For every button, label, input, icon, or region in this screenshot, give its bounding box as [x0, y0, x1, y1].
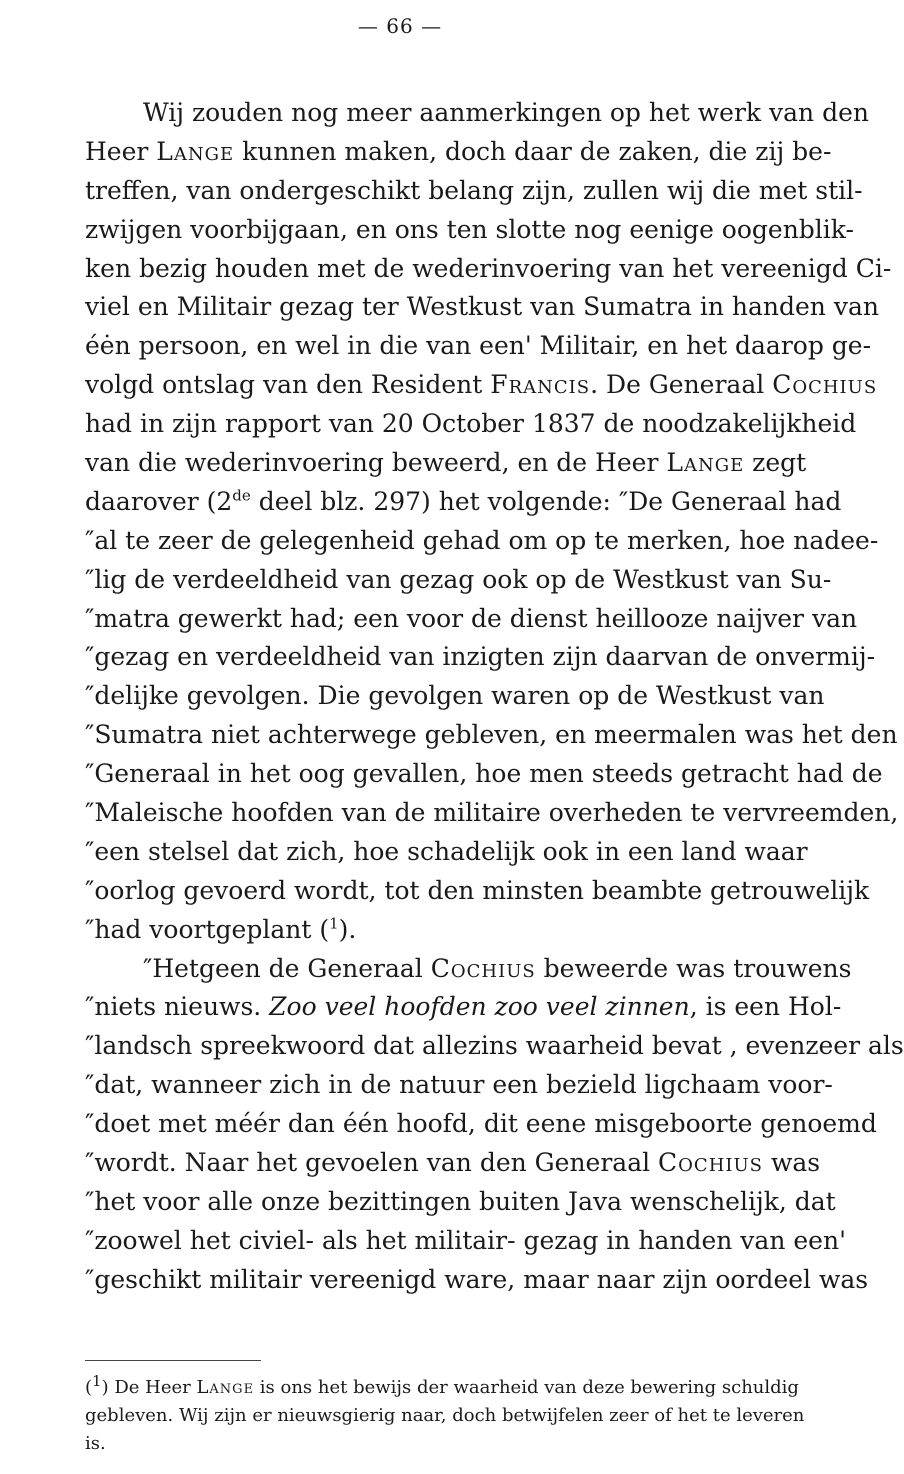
- paragraph-1-line: [85, 444, 807, 483]
- paragraph-2-line: [85, 1144, 821, 1183]
- text-run: van die wederinvoering beweerd, en de Heer: [85, 448, 667, 478]
- paragraph-1: [85, 94, 899, 950]
- author-name: Lange: [666, 448, 745, 478]
- text-run: ″een stelsel dat zich, hoe schadelijk ook in een land waar: [85, 836, 808, 866]
- text-run: ″Maleische hoofden van de militaire overheden te vervreemden,: [85, 798, 899, 828]
- text-run: ″Generaal in het oog gevallen, hoe men steeds getracht had de: [85, 759, 883, 789]
- text-run: ″niets nieuws.: [85, 992, 270, 1022]
- text-run: ) De Heer: [101, 1377, 197, 1398]
- text-run: treffen, van ondergeschikt belang zijn, zullen wij die met stil-: [85, 175, 863, 205]
- paragraph-1-line: [85, 833, 808, 872]
- text-run: ″wordt. Naar het gevoelen van den Generaal: [85, 1148, 659, 1178]
- paragraph-1-line: [85, 211, 854, 250]
- paragraph-2-line: [85, 1027, 904, 1066]
- text-run: was: [763, 1148, 821, 1178]
- text-run: had in zijn rapport van 20 October 1837 de noodzakelijkheid: [85, 409, 857, 439]
- paragraph-1-line: [85, 94, 869, 133]
- author-name: Cochius: [658, 1148, 764, 1178]
- paragraph-1-line: [85, 133, 832, 172]
- text-run: is ons het bewijs der waarheid van deze bewering schuldig: [254, 1377, 799, 1398]
- paragraph-2-line: [85, 1183, 836, 1222]
- paragraph-1-line: [85, 327, 872, 366]
- text-run: ″doet met méér dan één hoofd, dit eene misgeboorte genoemd: [85, 1109, 877, 1139]
- text-run: beweerde was trouwens: [535, 953, 852, 983]
- author-name: Lange: [156, 136, 235, 166]
- paragraph-2-line: [85, 1066, 833, 1105]
- footnote-line: [85, 1430, 755, 1458]
- superscript: 1: [329, 914, 339, 933]
- paragraph-2-line: [85, 1261, 869, 1300]
- author-name: Francis: [490, 370, 591, 400]
- paragraph-1-line: [85, 288, 879, 327]
- text-run: Wij zouden nog meer aanmerkingen op het werk van den: [143, 98, 869, 127]
- text-run: zwijgen voorbijgaan, en ons ten slotte nog eenige oogenblik-: [85, 214, 854, 244]
- text-run: , is een Hol-: [689, 992, 842, 1022]
- text-run: ″Hetgeen de Generaal: [143, 953, 431, 983]
- paragraph-1-line: [85, 522, 879, 561]
- text-run: (: [85, 1377, 93, 1398]
- text-run: ″matra gewerkt had; een voor de dienst heillooze naijver van: [85, 603, 858, 633]
- text-run: ″Sumatra niet achterwege gebleven, en meermalen was het den: [85, 720, 898, 750]
- text-run: éėn persoon, en wel in die van een' Militair, en het daarop ge-: [85, 331, 872, 361]
- text-run: deel blz. 297) het volgende: ″De Generaal had: [250, 486, 842, 516]
- text-run: gebleven. Wij zijn er nieuwsgierig naar, doch betwijfelen zeer of het te leveren: [85, 1405, 805, 1426]
- paragraph-1-line: [85, 755, 883, 794]
- paragraph-2: [85, 950, 904, 1300]
- paragraph-1-line: [85, 677, 825, 716]
- footnote: [85, 1372, 805, 1458]
- text-run: ″delijke gevolgen. Die gevolgen waren op de Westkust van: [85, 681, 825, 711]
- author-name: Cochius: [772, 370, 878, 400]
- footnote-divider: [85, 1360, 261, 1361]
- text-run: ″landsch spreekwoord dat allezins waarheid bevat , evenzeer als: [85, 1031, 904, 1061]
- footnote-line: [85, 1372, 799, 1402]
- text-run: ″had voortgeplant (: [85, 914, 330, 944]
- text-run: ″dat, wanneer zich in de natuur een bezield ligchaam voor-: [85, 1070, 833, 1100]
- text-run: ″geschikt militair vereenigd ware, maar naar zijn oordeel was: [85, 1264, 869, 1294]
- text-run: zegt: [744, 448, 807, 478]
- paragraph-1-line: [85, 872, 870, 911]
- paragraph-2-line: [85, 950, 852, 989]
- paragraph-2-line: [85, 988, 842, 1027]
- paragraph-1-line: [85, 600, 858, 639]
- text-run: daarover (2: [85, 486, 233, 516]
- text-run: ken bezig houden met de wederinvoering van het vereenigd Ci-: [85, 253, 892, 283]
- text-run: kunnen maken, doch daar de zaken, die zij be-: [234, 136, 832, 166]
- paragraph-1-line: [85, 250, 892, 289]
- paragraph-1-line: [85, 911, 745, 950]
- page-number: — 66 —: [357, 14, 443, 38]
- text-run: is.: [85, 1433, 106, 1454]
- footnote-line: [85, 1402, 805, 1430]
- text-run: ″het voor alle onze bezittingen buiten Java wenschelijk, dat: [85, 1186, 836, 1216]
- text-run: Heer: [85, 136, 157, 166]
- author-name: Lange: [196, 1377, 255, 1398]
- paragraph-2-line: [85, 1105, 877, 1144]
- paragraph-1-line: [85, 172, 863, 211]
- superscript: de: [232, 486, 251, 505]
- paragraph-1-line: [85, 483, 842, 522]
- paragraph-1-line: [85, 366, 878, 405]
- text-run: ″zoowel het civiel- als het militair- gezag in handen van een': [85, 1225, 846, 1255]
- italic-phrase: Zoo veel hoofden zoo veel zinnen: [269, 992, 690, 1022]
- text-run: ″lig de verdeeldheid van gezag ook op de Westkust van Su-: [85, 564, 832, 594]
- author-name: Cochius: [430, 953, 536, 983]
- paragraph-1-line: [85, 716, 898, 755]
- paragraph-1-line: [85, 638, 876, 677]
- text-run: ).: [338, 914, 357, 944]
- paragraph-1-line: [85, 561, 832, 600]
- superscript: 1: [92, 1372, 102, 1390]
- text-run: ″oorlog gevoerd wordt, tot den minsten beambte getrouwelijk: [85, 875, 870, 905]
- text-run: volgd ontslag van den Resident: [85, 370, 491, 400]
- text-run: . De Generaal: [590, 370, 773, 400]
- text-run: ″al te zeer de gelegenheid gehad om op te merken, hoe nadee-: [85, 525, 879, 555]
- paragraph-1-line: [85, 405, 857, 444]
- text-run: ″gezag en verdeeldheid van inzigten zijn daarvan de onvermij-: [85, 642, 876, 672]
- text-run: viel en Militair gezag ter Westkust van Sumatra in handen van: [85, 292, 879, 322]
- main-text: [85, 94, 904, 1300]
- paragraph-1-line: [85, 794, 899, 833]
- paragraph-2-line: [85, 1222, 846, 1261]
